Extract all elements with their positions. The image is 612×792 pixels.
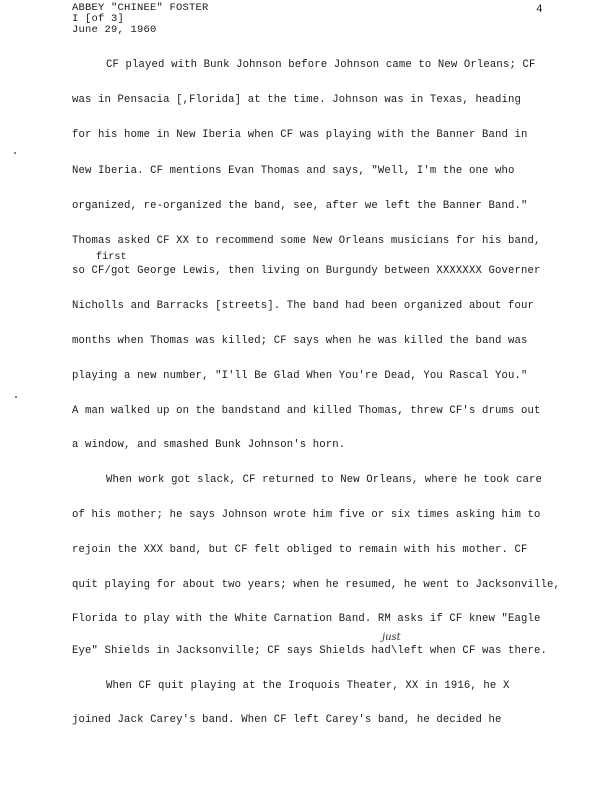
header-reel: I [of 3] bbox=[72, 13, 125, 25]
body-line: Nicholls and Barracks [streets]. The band had been organized about four bbox=[72, 300, 535, 312]
body-line: When work got slack, CF returned to New Orleans, where he took care bbox=[106, 474, 542, 486]
stray-mark bbox=[15, 396, 17, 398]
stray-mark bbox=[14, 152, 16, 154]
header-title: ABBEY "CHINEE" FOSTER bbox=[72, 2, 209, 14]
body-line: A man walked up on the bandstand and killed Thomas, threw CF's drums out bbox=[72, 405, 541, 417]
body-line: for his home in New Iberia when CF was playing with the Banner Band in bbox=[72, 129, 528, 141]
body-line: quit playing for about two years; when he resumed, he went to Jacksonville, bbox=[72, 579, 561, 591]
body-line: was in Pensacia [,Florida] at the time. Johnson was in Texas, heading bbox=[72, 94, 522, 106]
body-line: When CF quit playing at the Iroquois Theater, XX in 1916, he X bbox=[106, 680, 510, 692]
body-line: Florida to play with the White Carnation Band. RM asks if CF knew "Eagle bbox=[72, 613, 541, 625]
page-number: 4 bbox=[536, 4, 543, 16]
body-line: playing a new number, "I'll Be Glad When You're Dead, You Rascal You." bbox=[72, 370, 528, 382]
body-line: so CF/got George Lewis, then living on Burgundy between XXXXXXX Governer bbox=[72, 265, 541, 277]
interlinear-insert-first: first bbox=[96, 252, 127, 263]
handwritten-insert-just: just bbox=[382, 632, 401, 643]
body-line: of his mother; he says Johnson wrote him five or six times asking him to bbox=[72, 509, 541, 521]
body-line: New Iberia. CF mentions Evan Thomas and says, "Well, I'm the one who bbox=[72, 165, 515, 177]
body-line: Eye" Shields in Jacksonville; CF says Shields had\left when CF was there. bbox=[72, 645, 548, 657]
header-date: June 29, 1960 bbox=[72, 24, 157, 36]
body-line: joined Jack Carey's band. When CF left Carey's band, he decided he bbox=[72, 714, 502, 726]
body-line: rejoin the XXX band, but CF felt obliged to remain with his mother. CF bbox=[72, 544, 528, 556]
body-line: organized, re-organized the band, see, after we left the Banner Band." bbox=[72, 200, 528, 212]
body-line: Thomas asked CF XX to recommend some New Orleans musicians for his band, bbox=[72, 235, 541, 247]
body-line: months when Thomas was killed; CF says when he was killed the band was bbox=[72, 335, 528, 347]
body-line: a window, and smashed Bunk Johnson's horn. bbox=[72, 439, 346, 451]
body-line: CF played with Bunk Johnson before Johnson came to New Orleans; CF bbox=[106, 59, 536, 71]
